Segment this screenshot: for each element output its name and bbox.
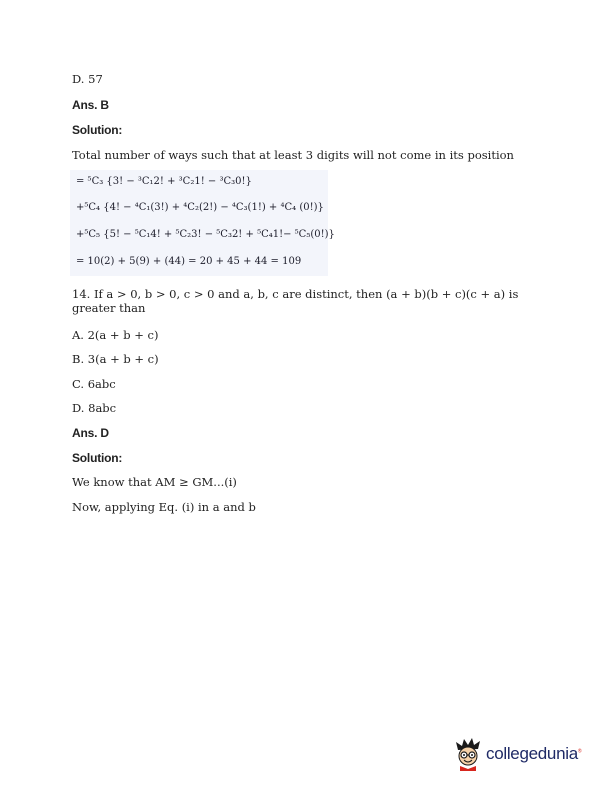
question-14: 14. If a > 0, b > 0, c > 0 and a, b, c are distinct, then (a + b)(b + c)(c + a) is greater than: [72, 287, 519, 315]
math-row: +⁵C₄ {4! − ⁴C₁(3!) + ⁴C₂(2!) − ⁴C₃(1!) + ⁴C₄ (0!)}: [76, 202, 324, 213]
logo-wordmark: collegedunia®: [486, 744, 582, 763]
option-c: C. 6abc: [72, 377, 116, 391]
solution-heading: Solution:: [72, 123, 123, 137]
math-row: = 10(2) + 5(9) + (44) = 20 + 45 + 44 = 109: [76, 256, 302, 267]
registered-mark: ®: [577, 748, 582, 755]
am-gm-statement: We know that AM ≥ GM...(i): [72, 475, 237, 489]
math-equation-block: [70, 170, 335, 276]
option-d-previous: D. 57: [72, 72, 103, 86]
apply-statement: Now, applying Eq. (i) in a and b: [72, 500, 256, 514]
option-b: B. 3(a + b + c): [72, 352, 159, 366]
math-row: = ⁵C₃ {3! − ³C₁2! + ³C₂1! − ³C₃0!}: [76, 176, 252, 187]
option-a: A. 2(a + b + c): [72, 328, 159, 342]
answer-label: Ans. B: [72, 98, 109, 112]
math-row: +⁵C₅ {5! − ⁵C₁4! + ⁵C₂3! − ⁵C₃2! + ⁵C₄1!− ⁵C₅(0!)}: [76, 229, 335, 240]
graduate-mascot-icon: [452, 736, 486, 772]
option-d: D. 8abc: [72, 401, 117, 415]
collegedunia-logo: [452, 736, 592, 772]
solution-intro: Total number of ways such that at least 3 digits will not come in its position: [72, 148, 514, 162]
answer-label: Ans. D: [72, 426, 109, 440]
solution-heading: Solution:: [72, 451, 123, 465]
